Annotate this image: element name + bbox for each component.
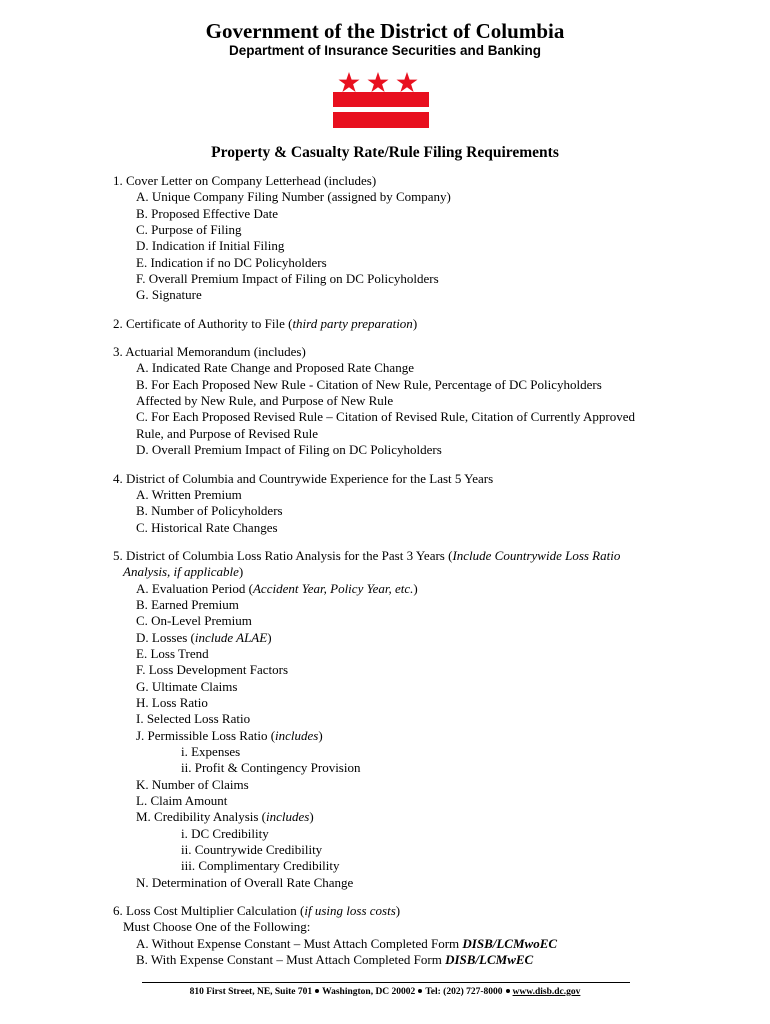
section-5-item-f: F. Loss Development Factors [136, 662, 289, 678]
section-1-item-b: B. Proposed Effective Date [136, 205, 278, 221]
section-6-item-b: B. With Expense Constant – Must Attach Completed Form DISB/LCMwEC [136, 952, 534, 968]
section-5-item-n: N. Determination of Overall Rate Change [136, 874, 354, 890]
requirements-list [113, 173, 713, 968]
flag-star-left [339, 72, 360, 92]
section-5-title-cont: Analysis, if applicable) [123, 564, 244, 580]
section-3-item-a: A. Indicated Rate Change and Proposed Rate Change [136, 360, 414, 376]
bullet-icon [315, 989, 319, 993]
section-4-title: 4. District of Columbia and Countrywide Experience for the Last 5 Years [113, 470, 494, 486]
flag-star-middle [368, 72, 389, 92]
section-6-title: 6. Loss Cost Multiplier Calculation (if using loss costs) [113, 903, 401, 919]
dc-flag-icon [333, 70, 429, 128]
footer-phone: Tel: (202) 727-8000 [425, 987, 503, 997]
section-5-item-m-i: i. DC Credibility [181, 825, 269, 841]
section-1-item-e: E. Indication if no DC Policyholders [136, 254, 327, 270]
footer-contact [0, 986, 770, 998]
section-1-item-a: A. Unique Company Filing Number (assigned by Company) [136, 189, 451, 205]
section-1-item-d: D. Indication if Initial Filing [136, 238, 285, 254]
section-3-item-b-cont: Affected by New Rule, and Purpose of New Rule [136, 393, 394, 409]
section-4-item-b: B. Number of Policyholders [136, 503, 283, 519]
footer-website-link[interactable]: www.disb.dc.gov [512, 987, 581, 997]
section-3-item-c: C. For Each Proposed Revised Rule – Citation of Revised Rule, Citation of Currently Approved [136, 409, 635, 425]
section-5-item-c: C. On-Level Premium [136, 613, 252, 629]
section-5-item-a: A. Evaluation Period (Accident Year, Policy Year, etc.) [136, 580, 418, 596]
section-1-item-g: G. Signature [136, 287, 202, 303]
section-5-item-m-iii: iii. Complimentary Credibility [181, 858, 340, 874]
section-5-item-b: B. Earned Premium [136, 596, 239, 612]
department-subtitle: Department of Insurance Securities and Banking [228, 43, 542, 58]
section-6-instruction: Must Choose One of the Following: [123, 919, 311, 935]
flag-bar-bottom [333, 112, 429, 128]
section-5-item-e: E. Loss Trend [136, 645, 209, 661]
section-5-item-l: L. Claim Amount [136, 793, 228, 809]
bullet-icon [418, 989, 422, 993]
section-3-item-d: D. Overall Premium Impact of Filing on DC Policyholders [136, 442, 442, 458]
footer-address: 810 First Street, NE, Suite 701 [189, 987, 313, 997]
section-3-title: 3. Actuarial Memorandum (includes) [113, 344, 306, 360]
section-4-item-c: C. Historical Rate Changes [136, 519, 278, 535]
section-5-item-g: G. Ultimate Claims [136, 678, 238, 694]
section-5-item-i: I. Selected Loss Ratio [136, 711, 251, 727]
page-title: Government of the District of Columbia [205, 19, 565, 43]
section-5-title: 5. District of Columbia Loss Ratio Analysis for the Past 3 Years (Include Countrywide Loss Ratio [113, 547, 621, 563]
bullet-icon [506, 989, 510, 993]
document-heading: Property & Casualty Rate/Rule Filing Requirements [211, 144, 559, 161]
section-6-item-a: A. Without Expense Constant – Must Attach Completed Form DISB/LCMwoEC [136, 935, 558, 951]
section-5-item-m-ii: ii. Countrywide Credibility [181, 842, 323, 858]
section-5-item-j-ii: ii. Profit & Contingency Provision [181, 760, 361, 776]
flag-star-right [397, 72, 418, 92]
section-5-item-k: K. Number of Claims [136, 776, 249, 792]
footer-divider [142, 982, 630, 983]
section-5-item-j: J. Permissible Loss Ratio (includes) [136, 727, 323, 743]
section-3-item-c-cont: Rule, and Purpose of Revised Rule [136, 425, 318, 441]
section-5-item-j-i: i. Expenses [181, 744, 241, 759]
section-1-item-f: F. Overall Premium Impact of Filing on DC Policyholders [136, 271, 439, 287]
section-5-item-m: M. Credibility Analysis (includes) [136, 809, 314, 825]
flag-bar-top [333, 92, 429, 107]
section-3-item-b: B. For Each Proposed New Rule - Citation of New Rule, Percentage of DC Policyholders [136, 376, 602, 392]
section-4-item-a: A. Written Premium [136, 486, 242, 502]
section-1-item-c: C. Purpose of Filing [136, 222, 242, 238]
section-1-title: 1. Cover Letter on Company Letterhead (includes) [113, 173, 377, 188]
footer-city: Washington, DC 20002 [322, 987, 416, 997]
section-5-item-h: H. Loss Ratio [136, 694, 208, 710]
section-2-title: 2. Certificate of Authority to File (third party preparation) [113, 315, 418, 331]
section-5-item-d: D. Losses (include ALAE) [136, 629, 272, 645]
